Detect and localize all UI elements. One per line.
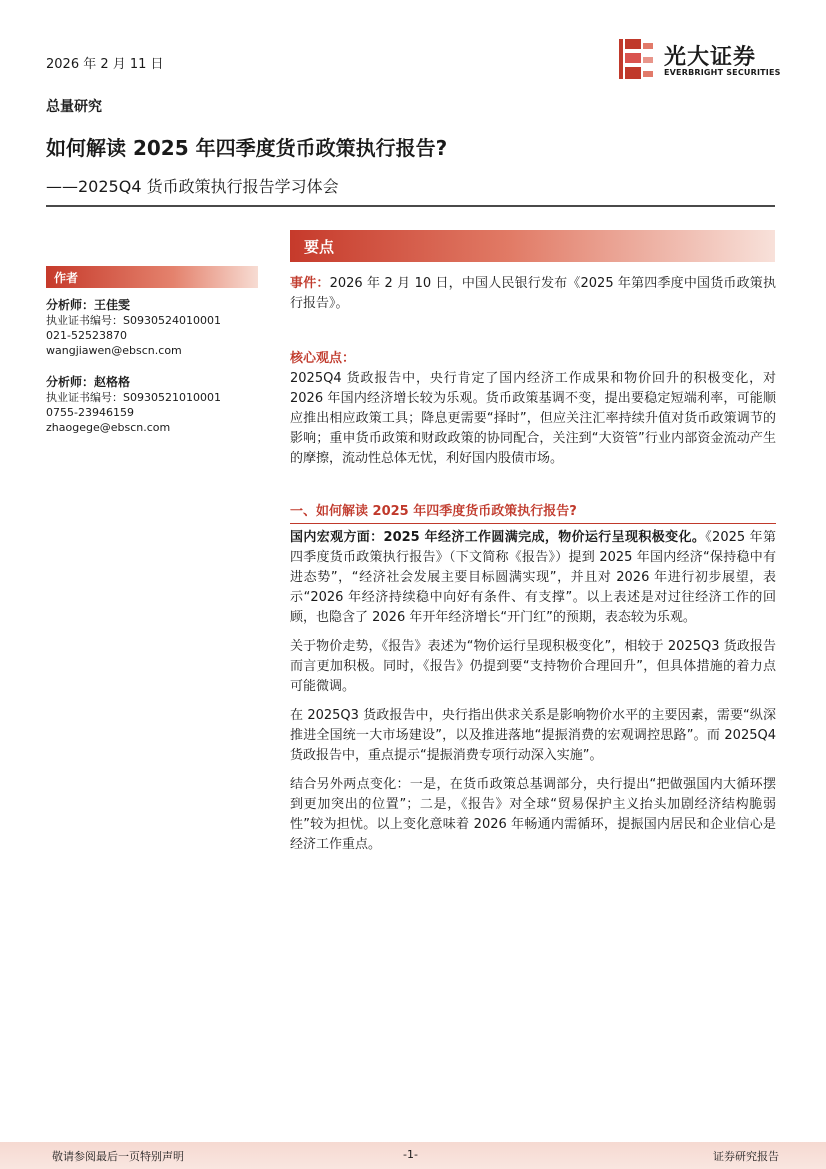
page-footer: [0, 1142, 826, 1169]
keypoints-heading: 要点: [304, 238, 335, 256]
page-number: -1-: [403, 1148, 418, 1161]
analyst-license: 执业证书编号：S0930524010001: [46, 314, 221, 327]
analyst-card: [46, 375, 221, 435]
footer-report-type: 证券研究报告: [713, 1150, 779, 1163]
analyst-license: 执业证书编号：S0930521010001: [46, 391, 221, 404]
paragraph-4: 结合另外两点变化：一是，在货币政策总基调部分，央行提出“把做强国内大循环摆到更加突出的位置”；二是，《报告》对全球“贸易保护主义抬头加剧经济结构脆弱性”较为担忧。以上变化意味着 2026 年畅通内需循环，提振国内居民和企业信心是经济工作重点。: [290, 777, 776, 852]
event-label: 事件：: [290, 276, 330, 291]
paragraph-1-text: 《2025 年第四季度货币政策执行报告》（下文简称《报告》）提到 2025 年国内经济“保持稳中有进态势”，“经济社会发展主要目标圆满实现”，并且对 2026 年进行初步展望，表示“2026 年经济持续稳中向好有条件、有支撑”。以上表述是对过往经济工作的回顾，也隐含了 2026 年开年经济增长“开门红”的预期，表态较为乐观。: [290, 530, 776, 625]
analyst-name: 分析师：赵格格: [46, 375, 131, 389]
analyst-email[interactable]: wangjiawen@ebscn.com: [46, 344, 182, 357]
section-body: [290, 528, 776, 864]
report-title: 如何解读 2025 年四季度货币政策执行报告?: [46, 136, 448, 160]
analyst-name: 分析师：王佳雯: [46, 298, 131, 312]
footer-disclaimer: 敬请参阅最后一页特别声明: [52, 1150, 184, 1163]
header-divider: [46, 205, 775, 207]
core-view-block: [290, 349, 776, 478]
brand-name-en: EVERBRIGHT SECURITIES: [664, 68, 781, 77]
author-heading: 作者: [54, 271, 79, 285]
report-date: 2026 年 2 月 11 日: [46, 57, 164, 72]
analyst-card: [46, 298, 221, 358]
paragraph-3: 在 2025Q3 货政报告中，央行指出供求关系是影响物价水平的主要因素，需要“纵深推进全国统一大市场建设”，以及推进落地“提振消费的宏观调控思路”。而 2025Q4 货政报告中，重点提示“提振消费专项行动深入实施”。: [290, 708, 776, 763]
core-view-label: 核心观点：: [290, 351, 356, 366]
section-title: 一、如何解读 2025 年四季度货币政策执行报告?: [290, 504, 577, 519]
keypoints-heading-bar: [290, 230, 775, 262]
report-category: 总量研究: [46, 99, 102, 115]
paragraph-1: [290, 528, 776, 628]
author-heading-bar: [46, 266, 258, 288]
core-view-text: 2025Q4 货政报告中，央行肯定了国内经济工作成果和物价回升的积极变化，对 2026 年国内经济增长较为乐观。货币政策基调不变，提出要稳定短端利率，可能顺应推出相应政策工具；降息更需要“择时”，但应关注汇率持续升值对货币政策调节的影响；重申货币政策和财政政策的协同配合，关注到“大资管”行业内部资金流动产生的摩擦，流动性总体无忧，利好国内股债市场。: [290, 371, 776, 466]
analyst-phone: 0755-23946159: [46, 406, 134, 419]
paragraph-2: 关于物价走势，《报告》表述为“物价运行呈现积极变化”，相较于 2025Q3 货政报告而言更加积极。同时，《报告》仍提到要“支持物价合理回升”，但具体措施的着力点可能微调。: [290, 639, 776, 694]
analyst-email[interactable]: zhaogege@ebscn.com: [46, 421, 171, 434]
brand-name-cn: 光大证券: [664, 45, 757, 70]
event-text: 2026 年 2 月 10 日，中国人民银行发布《2025 年第四季度中国货币政策执行报告》。: [290, 276, 776, 311]
analyst-phone: 021-52523870: [46, 329, 127, 342]
section-divider: [290, 523, 776, 524]
paragraph-1-lead: 国内宏观方面：2025 年经济工作圆满完成，物价运行呈现积极变化。: [290, 530, 706, 545]
event-paragraph: [290, 274, 776, 323]
report-subtitle: ——2025Q4 货币政策执行报告学习体会: [46, 177, 339, 196]
